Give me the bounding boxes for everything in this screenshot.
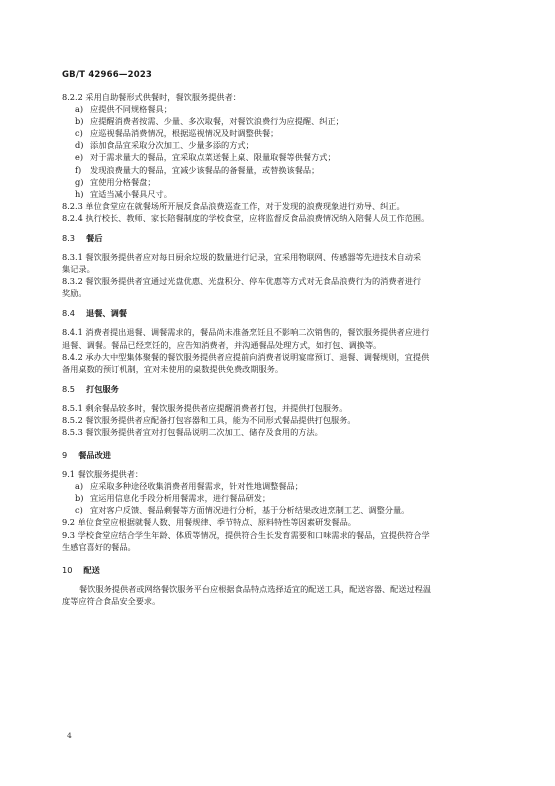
clause-8-2-2-list xyxy=(62,103,498,200)
clause-8-3-1-line-2: 集记录。 xyxy=(62,264,95,275)
clause-10-line-2: 度等应符合食品安全要求。 xyxy=(62,595,161,606)
clause-8-5-1: 8.5.1 剩余餐品较多时，餐饮服务提供者应提醒消费者打包，并提供打包服务。 xyxy=(62,402,348,413)
section-heading-8-5: 8.5 打包服务 xyxy=(62,383,119,394)
clause-9-1-intro: 9.1 餐饮服务提供者： xyxy=(62,469,144,480)
clause-8-4-2-line-1: 8.4.2 承办大中型集体聚餐的餐饮服务提供者应提前向消费者说明宴席预订、退餐、调餐规则，宜提供 xyxy=(62,351,430,362)
clause-8-4-1-line-2: 退餐、调餐。餐品已经烹饪的，应告知消费者，并沟通餐品处理方式，如打包、调换等。 xyxy=(62,339,382,350)
page-number: 4 xyxy=(67,731,72,740)
clause-8-4-2-line-2: 备用桌数的预订机制，宜对未使用的桌数提供免费改期服务。 xyxy=(62,363,284,374)
list-item: d) 添加食品宜采取分次加工、少量多添的方式； xyxy=(75,140,254,151)
list-item: h) 宜适当减小餐具尺寸。 xyxy=(75,188,172,199)
clause-8-2-4: 8.2.4 执行校长、教师、家长陪餐制度的学校食堂，应将监督反食品浪费情况纳入陪餐人员工作范围。 xyxy=(62,212,430,223)
document-body xyxy=(62,91,498,607)
clause-9-2: 9.2 单位食堂应根据就餐人数、用餐规律、季节特点、原料特性等因素研发餐品。 xyxy=(62,517,356,528)
list-item: c) 应巡视餐品消费情况，根据巡视情况及时调整供餐； xyxy=(75,128,279,139)
list-item: a) 应采取多种途径收集消费者用餐需求，针对性地调整餐品； xyxy=(75,481,303,492)
clause-10-line-1: 餐饮服务提供者或网络餐饮服务平台应根据食品特点选择适宜的配送工具，配送容器、配送过程温 xyxy=(79,583,432,594)
list-item: g) 宜使用分格餐盘； xyxy=(75,176,156,187)
clause-8-5-2: 8.5.2 餐饮服务提供者应配备打包容器和工具，能为不同形式餐品提供打包服务。 xyxy=(62,414,356,425)
list-item: b) 宜运用信息化手段分析用餐需求，进行餐品研发； xyxy=(75,493,271,504)
list-item: e) 对于需求量大的餐品，宜采取点菜送餐上桌、限量取餐等供餐方式； xyxy=(75,152,336,163)
clause-8-4-1-line-1: 8.4.1 消费者提出退餐、调餐需求的，餐品尚未准备烹饪且不影响二次销售的，餐饮服务提供者应进行 xyxy=(62,327,430,338)
section-heading-8-4: 8.4 退餐、调餐 xyxy=(62,308,127,319)
list-item: b) 应提醒消费者按需、少量、多次取餐，对餐饮浪费行为应提醒、纠正； xyxy=(75,116,344,127)
list-item: c) 宜对客户反馈、餐品剩餐等方面情况进行分析，基于分析结果改进烹制工艺、调整分量。 xyxy=(75,505,410,516)
clause-8-3-2-line-1: 8.3.2 餐饮服务提供者宜通过光盘优惠、光盘积分、停车优惠等方式对无食品浪费行为的消费者进行 xyxy=(62,276,422,287)
standard-number: GB/T 42966—2023 xyxy=(62,70,153,80)
section-heading-8-3: 8.3 餐后 xyxy=(62,233,103,244)
clause-9-3-line-1: 9.3 学校食堂应结合学生年龄、体质等情况，提供符合生长发育需要和口味需求的餐品，宜提供符合学 xyxy=(62,529,430,540)
list-item: f) 发现浪费量大的餐品，宜减少该餐品的备餐量，或替换该餐品； xyxy=(75,164,320,175)
chapter-heading-9: 9 餐品改进 xyxy=(62,450,111,461)
clause-9-3-line-2: 生感官喜好的餐品。 xyxy=(62,541,136,552)
clause-8-3-2-line-2: 奖励。 xyxy=(62,288,87,299)
chapter-heading-10: 10 配送 xyxy=(62,564,100,575)
clause-8-3-1-line-1: 8.3.1 餐饮服务提供者应对每日厨余垃圾的数量进行记录，宜采用物联网、传感器等先进技术自动采 xyxy=(62,252,422,263)
list-item: a) 应提供不同规格餐具； xyxy=(75,104,172,115)
clause-8-2-3: 8.2.3 单位食堂应在就餐场所开展反食品浪费巡查工作，对于发现的浪费现象进行劝导、纠正。 xyxy=(62,200,405,211)
clause-8-5-3: 8.5.3 餐饮服务提供者宜对打包餐品说明二次加工、储存及食用的方法。 xyxy=(62,426,323,437)
clause-8-2-2-intro: 8.2.2 采用自助餐形式供餐时，餐饮服务提供者： xyxy=(62,92,241,102)
